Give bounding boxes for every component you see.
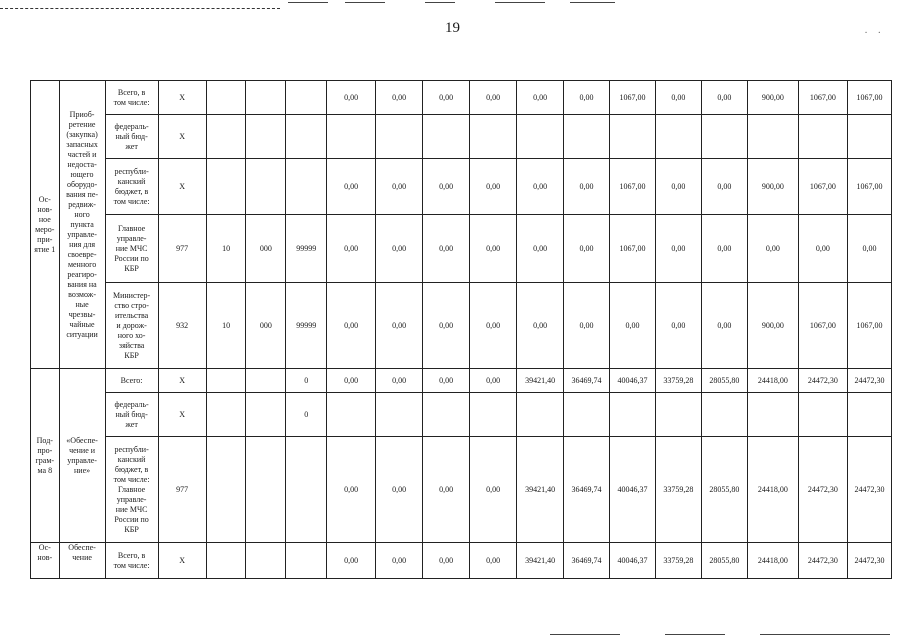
- funding-source-cell: Всего:: [105, 369, 158, 393]
- vr-code-cell: [286, 115, 327, 159]
- value-cell: 1067,00: [798, 81, 847, 115]
- value-cell: [517, 393, 564, 437]
- value-cell: 0,00: [423, 159, 470, 215]
- rzpr-code-cell: [206, 81, 246, 115]
- budget-table: [30, 80, 892, 579]
- csr-code-cell: [246, 81, 286, 115]
- rzpr-code-cell: [206, 543, 246, 579]
- grbs-code-cell: 932: [158, 283, 206, 369]
- value-cell: [747, 115, 798, 159]
- page-number: 19: [445, 20, 460, 36]
- value-cell: [517, 115, 564, 159]
- value-cell: 0,00: [376, 437, 423, 543]
- value-cell: 0,00: [655, 81, 701, 115]
- value-cell: [564, 393, 610, 437]
- value-cell: 0,00: [470, 215, 517, 283]
- value-cell: [610, 115, 656, 159]
- csr-code-cell: [246, 159, 286, 215]
- value-cell: 36469,74: [564, 369, 610, 393]
- grbs-code-cell: X: [158, 369, 206, 393]
- value-cell: 40046,37: [610, 437, 656, 543]
- value-cell: 24472,30: [847, 543, 891, 579]
- csr-code-cell: 000: [246, 215, 286, 283]
- value-cell: 0,00: [376, 283, 423, 369]
- value-cell: 0,00: [376, 369, 423, 393]
- value-cell: [610, 393, 656, 437]
- row-title-cell: «Обеспе- чение и управле- ние»: [59, 369, 105, 543]
- value-cell: 1067,00: [798, 283, 847, 369]
- table-row: [31, 437, 892, 543]
- funding-source-cell: республи- канский бюджет, в том числе: Главное управле- ние МЧС России по КБР: [105, 437, 158, 543]
- value-cell: 0,00: [327, 283, 376, 369]
- value-cell: 0,00: [747, 215, 798, 283]
- rzpr-code-cell: [206, 115, 246, 159]
- value-cell: 24472,30: [847, 437, 891, 543]
- value-cell: 0,00: [327, 81, 376, 115]
- value-cell: 0,00: [327, 543, 376, 579]
- value-cell: 0,00: [423, 215, 470, 283]
- rzpr-code-cell: 10: [206, 283, 246, 369]
- value-cell: 24418,00: [747, 543, 798, 579]
- csr-code-cell: [246, 369, 286, 393]
- table-row: [31, 81, 892, 115]
- value-cell: 33759,28: [655, 369, 701, 393]
- rzpr-code-cell: [206, 369, 246, 393]
- value-cell: [747, 393, 798, 437]
- value-cell: 28055,80: [701, 369, 747, 393]
- scan-line-mark: [570, 2, 615, 3]
- value-cell: [847, 115, 891, 159]
- value-cell: 1067,00: [610, 81, 656, 115]
- table-row: [31, 159, 892, 215]
- value-cell: 24472,30: [798, 437, 847, 543]
- table-row: [31, 283, 892, 369]
- row-title-cell: Приоб- ретение (закупка) запасных частей и недоста- ющего оборудо- вания пе- редвиж- ного пункта управле- ния для своевре- менного реагиро- вания на возмож- ные чрезвы- чайные ситуации: [59, 81, 105, 369]
- funding-source-cell: Главное управле- ние МЧС России по КБР: [105, 215, 158, 283]
- value-cell: 0,00: [655, 283, 701, 369]
- value-cell: 0,00: [376, 215, 423, 283]
- value-cell: 1067,00: [847, 81, 891, 115]
- value-cell: 0,00: [847, 215, 891, 283]
- value-cell: [327, 115, 376, 159]
- csr-code-cell: [246, 437, 286, 543]
- scan-line-mark: [760, 634, 890, 635]
- value-cell: 28055,80: [701, 543, 747, 579]
- grbs-code-cell: 977: [158, 215, 206, 283]
- value-cell: 900,00: [747, 283, 798, 369]
- scan-line-mark: [345, 2, 385, 3]
- value-cell: 0,00: [327, 159, 376, 215]
- value-cell: 0,00: [470, 437, 517, 543]
- value-cell: 40046,37: [610, 369, 656, 393]
- value-cell: 0,00: [376, 81, 423, 115]
- value-cell: 0,00: [327, 437, 376, 543]
- value-cell: [376, 115, 423, 159]
- value-cell: [423, 393, 470, 437]
- value-cell: 33759,28: [655, 543, 701, 579]
- grbs-code-cell: X: [158, 543, 206, 579]
- csr-code-cell: [246, 543, 286, 579]
- table-row: [31, 115, 892, 159]
- value-cell: [798, 393, 847, 437]
- table-row: [31, 369, 892, 393]
- rzpr-code-cell: 10: [206, 215, 246, 283]
- funding-source-cell: Всего, в том числе:: [105, 81, 158, 115]
- value-cell: 0,00: [564, 215, 610, 283]
- vr-code-cell: [286, 543, 327, 579]
- value-cell: 33759,28: [655, 437, 701, 543]
- scan-line-mark: [495, 2, 545, 3]
- value-cell: [655, 115, 701, 159]
- value-cell: 0,00: [798, 215, 847, 283]
- rzpr-code-cell: [206, 393, 246, 437]
- funding-source-cell: Министер- ство стро- ительства и дорож- ного хо- зяйства КБР: [105, 283, 158, 369]
- value-cell: 1067,00: [847, 283, 891, 369]
- row-category-cell: Ос- нов-: [31, 543, 60, 579]
- value-cell: 36469,74: [564, 437, 610, 543]
- value-cell: [470, 115, 517, 159]
- scan-line-mark: [550, 634, 620, 635]
- value-cell: 0,00: [470, 159, 517, 215]
- value-cell: 0,00: [470, 369, 517, 393]
- vr-code-cell: 99999: [286, 215, 327, 283]
- value-cell: 0,00: [423, 437, 470, 543]
- funding-source-cell: Всего, в том числе:: [105, 543, 158, 579]
- value-cell: 900,00: [747, 81, 798, 115]
- value-cell: 0,00: [470, 543, 517, 579]
- scan-speck: · ·: [864, 28, 881, 39]
- value-cell: 39421,40: [517, 543, 564, 579]
- scan-line-mark: [665, 634, 725, 635]
- value-cell: 36469,74: [564, 543, 610, 579]
- vr-code-cell: [286, 159, 327, 215]
- value-cell: 0,00: [517, 215, 564, 283]
- csr-code-cell: [246, 115, 286, 159]
- value-cell: 0,00: [327, 215, 376, 283]
- rzpr-code-cell: [206, 159, 246, 215]
- row-category-cell: Под- про- грам- ма 8: [31, 369, 60, 543]
- value-cell: 39421,40: [517, 369, 564, 393]
- value-cell: 24472,30: [798, 369, 847, 393]
- vr-code-cell: [286, 437, 327, 543]
- value-cell: 0,00: [517, 283, 564, 369]
- value-cell: [470, 393, 517, 437]
- row-category-cell: Ос- нов- ное меро- при- ятие 1: [31, 81, 60, 369]
- value-cell: 0,00: [655, 159, 701, 215]
- value-cell: 40046,37: [610, 543, 656, 579]
- value-cell: 1067,00: [610, 215, 656, 283]
- value-cell: 0,00: [423, 543, 470, 579]
- value-cell: 900,00: [747, 159, 798, 215]
- scan-line-mark: [425, 2, 455, 3]
- value-cell: 0,00: [327, 369, 376, 393]
- value-cell: 0,00: [655, 215, 701, 283]
- value-cell: 39421,40: [517, 437, 564, 543]
- value-cell: 0,00: [470, 283, 517, 369]
- row-title-cell: Обеспе- чение: [59, 543, 105, 579]
- value-cell: 24418,00: [747, 369, 798, 393]
- vr-code-cell: 0: [286, 393, 327, 437]
- table-row: [31, 215, 892, 283]
- value-cell: [327, 393, 376, 437]
- value-cell: 28055,80: [701, 437, 747, 543]
- csr-code-cell: 000: [246, 283, 286, 369]
- scan-line-mark: [288, 2, 328, 3]
- table-row: [31, 543, 892, 579]
- value-cell: 1067,00: [798, 159, 847, 215]
- value-cell: 24472,30: [847, 369, 891, 393]
- value-cell: [376, 393, 423, 437]
- rzpr-code-cell: [206, 437, 246, 543]
- value-cell: 24418,00: [747, 437, 798, 543]
- value-cell: 0,00: [564, 159, 610, 215]
- grbs-code-cell: X: [158, 159, 206, 215]
- value-cell: 1067,00: [847, 159, 891, 215]
- funding-source-cell: федераль- ный бюд- жет: [105, 115, 158, 159]
- value-cell: [655, 393, 701, 437]
- value-cell: 0,00: [610, 283, 656, 369]
- value-cell: 24472,30: [798, 543, 847, 579]
- vr-code-cell: 99999: [286, 283, 327, 369]
- value-cell: 0,00: [701, 215, 747, 283]
- csr-code-cell: [246, 393, 286, 437]
- value-cell: 0,00: [564, 81, 610, 115]
- value-cell: 0,00: [376, 159, 423, 215]
- value-cell: 0,00: [517, 159, 564, 215]
- value-cell: 0,00: [701, 159, 747, 215]
- value-cell: [564, 115, 610, 159]
- grbs-code-cell: X: [158, 393, 206, 437]
- value-cell: [701, 115, 747, 159]
- vr-code-cell: [286, 81, 327, 115]
- value-cell: 0,00: [701, 81, 747, 115]
- value-cell: [423, 115, 470, 159]
- scan-dashed-line: [0, 8, 280, 9]
- value-cell: 0,00: [564, 283, 610, 369]
- vr-code-cell: 0: [286, 369, 327, 393]
- grbs-code-cell: 977: [158, 437, 206, 543]
- funding-source-cell: федераль- ный бюд- жет: [105, 393, 158, 437]
- budget-table-body: [31, 81, 892, 579]
- table-row: [31, 393, 892, 437]
- value-cell: 1067,00: [610, 159, 656, 215]
- value-cell: 0,00: [517, 81, 564, 115]
- value-cell: [701, 393, 747, 437]
- funding-source-cell: республи- канский бюджет, в том числе:: [105, 159, 158, 215]
- value-cell: [847, 393, 891, 437]
- value-cell: 0,00: [423, 369, 470, 393]
- value-cell: 0,00: [423, 81, 470, 115]
- value-cell: 0,00: [701, 283, 747, 369]
- value-cell: [798, 115, 847, 159]
- value-cell: 0,00: [376, 543, 423, 579]
- grbs-code-cell: X: [158, 115, 206, 159]
- value-cell: 0,00: [470, 81, 517, 115]
- grbs-code-cell: X: [158, 81, 206, 115]
- value-cell: 0,00: [423, 283, 470, 369]
